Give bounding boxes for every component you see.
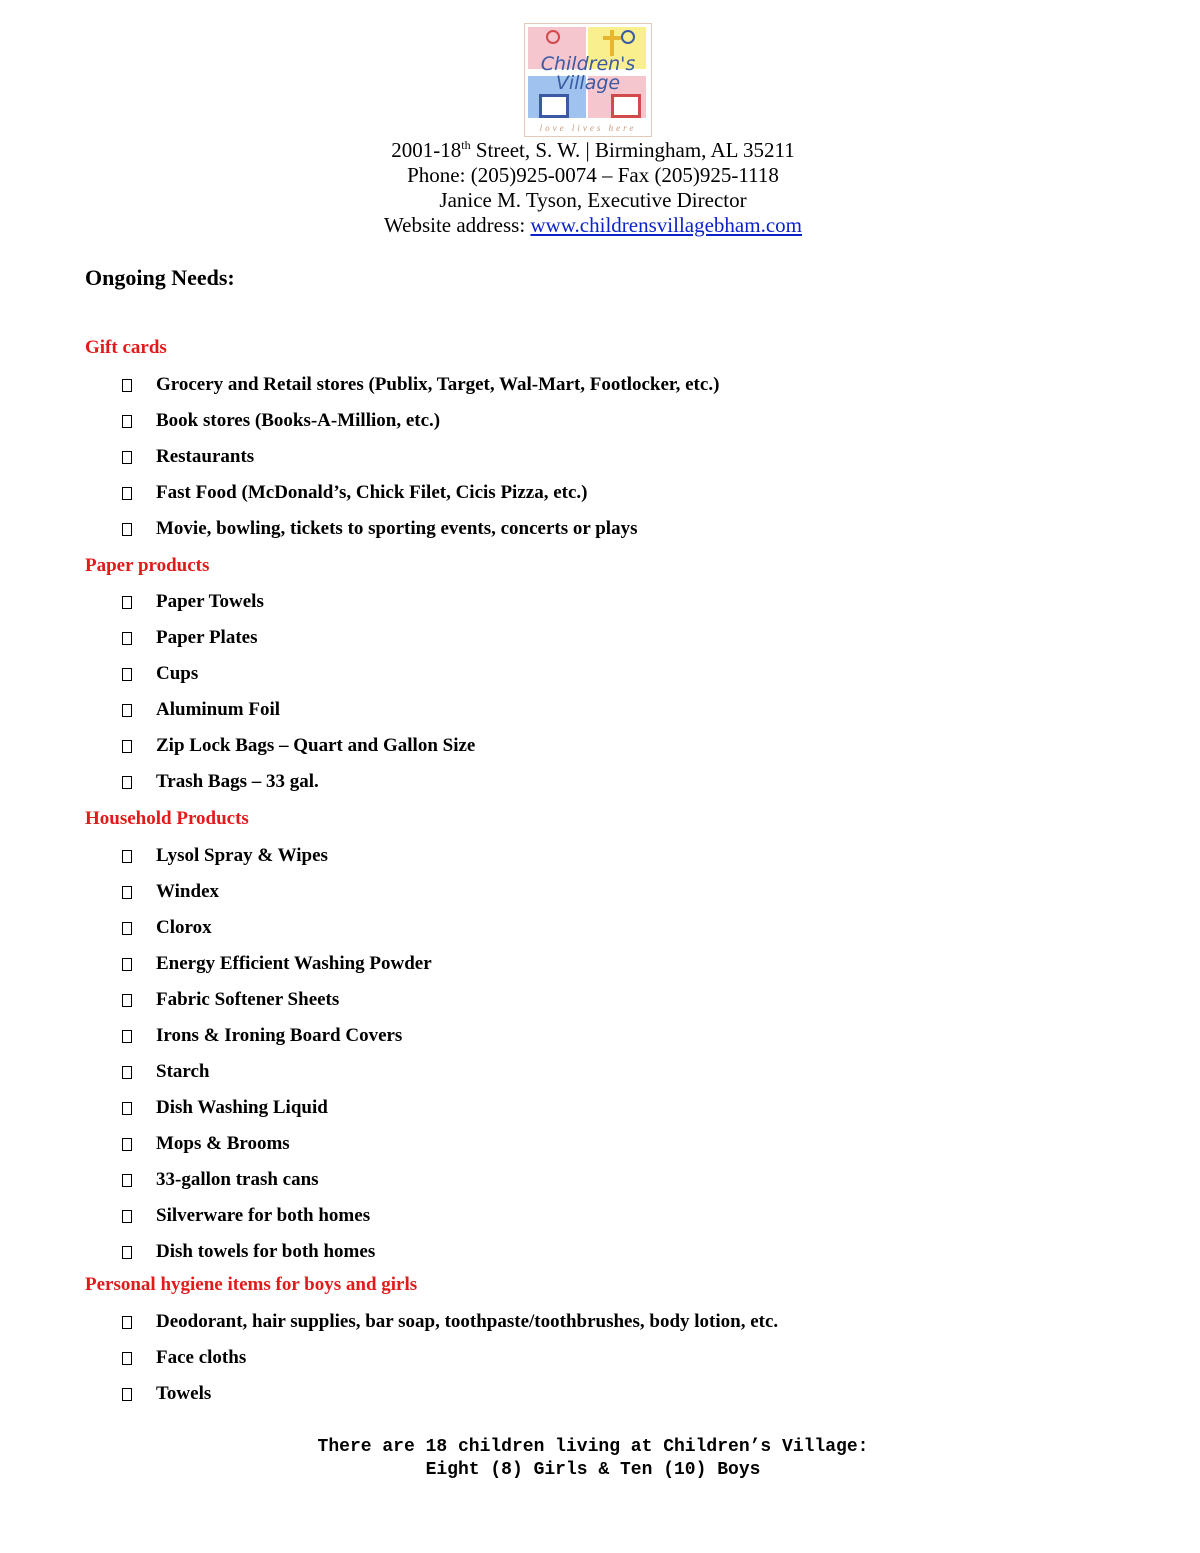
checkbox-icon bbox=[122, 487, 132, 500]
list-item-label: 33-gallon trash cans bbox=[156, 1169, 319, 1190]
list-item bbox=[121, 1382, 211, 1406]
list-item bbox=[121, 988, 339, 1012]
list-item bbox=[121, 844, 328, 868]
page-title: Ongoing Needs: bbox=[85, 265, 235, 290]
checkbox-icon bbox=[122, 922, 132, 935]
checkbox-icon bbox=[122, 776, 132, 789]
checkbox-icon bbox=[122, 451, 132, 464]
list-item bbox=[121, 1310, 778, 1334]
checkbox-icon bbox=[122, 740, 132, 753]
list-item-label: Book stores (Books-A-Million, etc.) bbox=[156, 410, 441, 431]
logo-word-childrens: Children's bbox=[540, 53, 636, 75]
list-item bbox=[121, 952, 432, 976]
list-item bbox=[121, 916, 212, 940]
section-heading-paper-products: Paper products bbox=[85, 555, 210, 576]
checkbox-icon bbox=[122, 1030, 132, 1043]
list-item-label: Mops & Brooms bbox=[156, 1133, 290, 1154]
section-heading-gift-cards: Gift cards bbox=[85, 337, 167, 358]
checkbox-icon bbox=[122, 1246, 132, 1259]
list-item-label: Dish Washing Liquid bbox=[156, 1097, 328, 1118]
list-item-label: Cups bbox=[156, 663, 199, 684]
list-item bbox=[121, 770, 319, 794]
list-item-label: Restaurants bbox=[156, 446, 255, 467]
list-item-label: Paper Towels bbox=[156, 591, 264, 612]
children-count-line: There are 18 children living at Children’s Village: bbox=[317, 1437, 869, 1457]
phone-fax-line: Phone: (205)925-0074 – Fax (205)925-1118 bbox=[407, 163, 779, 187]
checkbox-icon bbox=[122, 596, 132, 609]
list-item bbox=[121, 662, 198, 686]
checkbox-icon bbox=[122, 1066, 132, 1079]
list-item bbox=[121, 698, 280, 722]
list-item-label: Towels bbox=[156, 1383, 212, 1404]
address-ordinal: th bbox=[461, 138, 471, 152]
list-item bbox=[121, 517, 637, 541]
website-line bbox=[0, 213, 1186, 238]
list-item bbox=[121, 1096, 328, 1120]
list-item bbox=[121, 734, 475, 758]
checkbox-icon bbox=[122, 886, 132, 899]
checkbox-icon bbox=[122, 415, 132, 428]
list-item-label: Lysol Spray & Wipes bbox=[156, 845, 328, 866]
checkbox-icon bbox=[122, 1316, 132, 1329]
checkbox-icon bbox=[122, 1102, 132, 1115]
girls-boys-count-line: Eight (8) Girls & Ten (10) Boys bbox=[425, 1460, 761, 1480]
checkbox-icon bbox=[122, 379, 132, 392]
list-item bbox=[121, 626, 258, 650]
list-item-label: Trash Bags – 33 gal. bbox=[156, 771, 319, 792]
house-icon-2 bbox=[611, 94, 641, 118]
list-item-label: Windex bbox=[156, 881, 220, 902]
list-item-label: Fabric Softener Sheets bbox=[156, 989, 340, 1010]
list-item bbox=[121, 590, 264, 614]
address-street: Street, S. W. | Birmingham, AL 35211 bbox=[470, 138, 795, 162]
website-label: Website address: bbox=[383, 213, 531, 237]
logo-tagline: love lives here bbox=[539, 123, 637, 133]
list-item-label: Energy Efficient Washing Powder bbox=[156, 953, 432, 974]
child-figure-icon-2 bbox=[621, 30, 635, 44]
list-item-label: Clorox bbox=[156, 917, 212, 938]
list-item bbox=[121, 1060, 209, 1084]
child-figure-icon bbox=[546, 30, 560, 44]
list-item bbox=[121, 1024, 402, 1048]
list-item bbox=[121, 445, 254, 469]
executive-director: Janice M. Tyson, Executive Director bbox=[439, 188, 747, 212]
checkbox-icon bbox=[122, 1388, 132, 1401]
list-item-label: Fast Food (McDonald’s, Chick Filet, Cicis Pizza, etc.) bbox=[156, 482, 588, 503]
checkbox-icon bbox=[122, 958, 132, 971]
list-item bbox=[121, 373, 719, 397]
list-item-label: Movie, bowling, tickets to sporting events, concerts or plays bbox=[156, 518, 638, 539]
list-item-label: Grocery and Retail stores (Publix, Target, Wal-Mart, Footlocker, etc.) bbox=[156, 374, 720, 395]
list-item-label: Silverware for both homes bbox=[156, 1205, 371, 1226]
list-item-label: Dish towels for both homes bbox=[156, 1241, 376, 1262]
list-item-label: Zip Lock Bags – Quart and Gallon Size bbox=[156, 735, 476, 756]
list-item bbox=[121, 1240, 375, 1264]
list-item bbox=[121, 1168, 319, 1192]
list-item bbox=[121, 481, 587, 505]
list-item bbox=[121, 1132, 290, 1156]
checkbox-icon bbox=[122, 523, 132, 536]
logo-word-village: Village bbox=[555, 72, 621, 94]
checkbox-icon bbox=[122, 994, 132, 1007]
checkbox-icon bbox=[122, 1174, 132, 1187]
list-item-label: Face cloths bbox=[156, 1347, 247, 1368]
list-item bbox=[121, 1204, 370, 1228]
checkbox-icon bbox=[122, 850, 132, 863]
checkbox-icon bbox=[122, 1138, 132, 1151]
childrens-village-logo bbox=[524, 23, 652, 137]
website-link[interactable]: www.childrensvillagebham.com bbox=[530, 213, 802, 237]
list-item bbox=[121, 409, 440, 433]
list-item bbox=[121, 1346, 246, 1370]
street-address bbox=[0, 138, 1186, 163]
house-icon bbox=[539, 94, 569, 118]
section-heading-household-products: Household Products bbox=[85, 808, 249, 829]
checkbox-icon bbox=[122, 704, 132, 717]
list-item-label: Starch bbox=[156, 1061, 210, 1082]
checkbox-icon bbox=[122, 1210, 132, 1223]
checkbox-icon bbox=[122, 668, 132, 681]
list-item-label: Irons & Ironing Board Covers bbox=[156, 1025, 403, 1046]
list-item-label: Deodorant, hair supplies, bar soap, toothpaste/toothbrushes, body lotion, etc. bbox=[156, 1311, 779, 1332]
checkbox-icon bbox=[122, 632, 132, 645]
section-heading-personal-hygiene: Personal hygiene items for boys and girls bbox=[85, 1274, 418, 1295]
list-item-label: Paper Plates bbox=[156, 627, 258, 648]
address-number: 2001-18 bbox=[391, 138, 462, 162]
checkbox-icon bbox=[122, 1352, 132, 1365]
list-item-label: Aluminum Foil bbox=[156, 699, 281, 720]
list-item bbox=[121, 880, 219, 904]
cross-icon-bar bbox=[603, 36, 621, 40]
